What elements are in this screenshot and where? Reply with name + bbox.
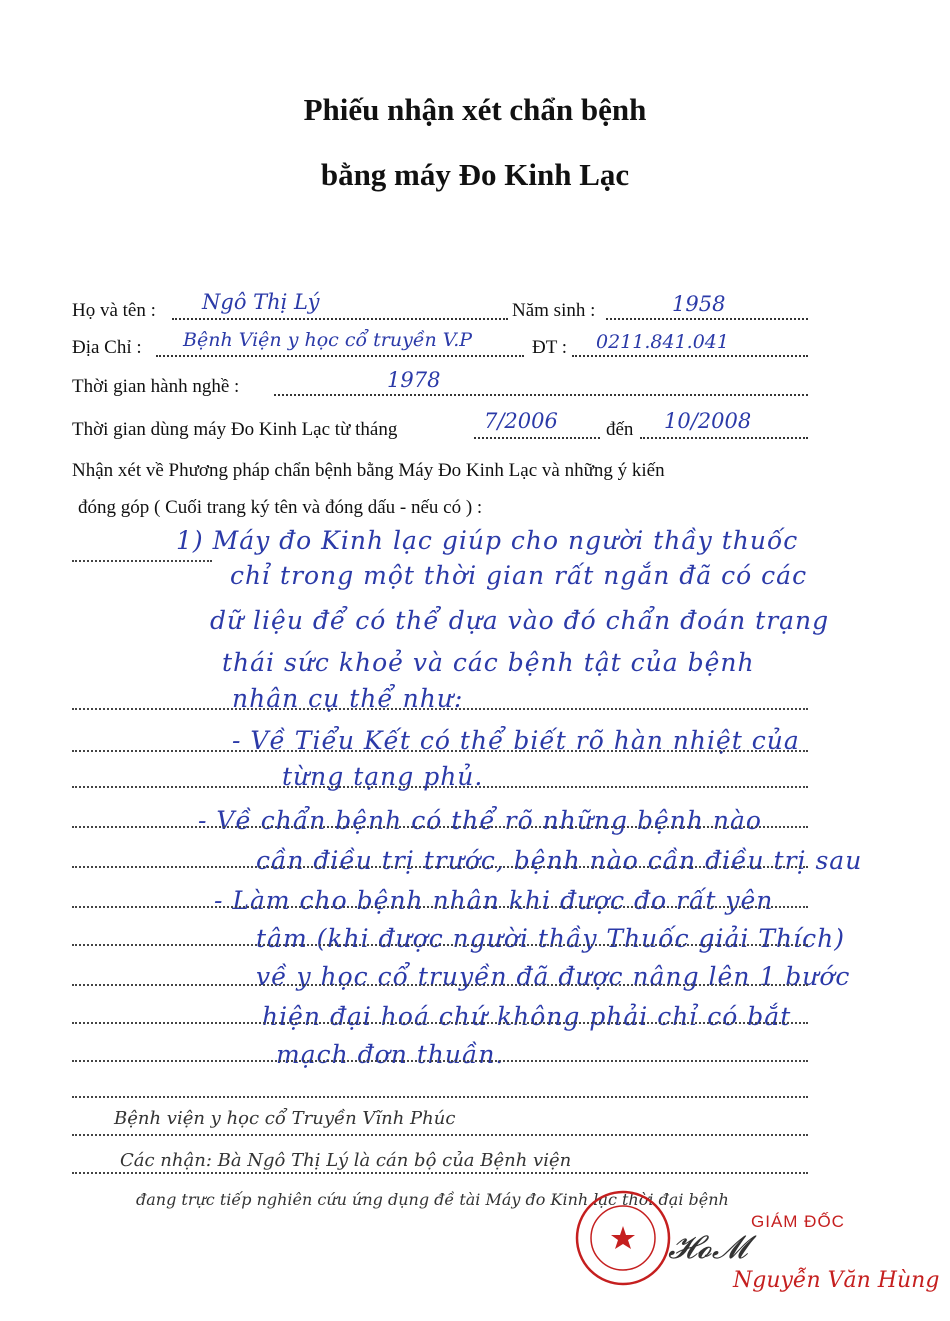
comment-dotted-line: [72, 786, 808, 788]
comment-line: dữ liệu để có thể dựa vào đó chẩn đoán trạng: [210, 606, 830, 635]
comment-dotted-line: [72, 1022, 808, 1024]
document-title-line1: Phiếu nhận xét chẩn bệnh: [303, 92, 647, 127]
comment-line: - Về chẩn bệnh có thể rõ những bệnh nào: [198, 806, 762, 835]
usage-from-dotted-line: [474, 437, 600, 439]
phone-value: 0211.841.041: [596, 331, 729, 353]
birth-row: [512, 300, 595, 322]
name-dotted-line: [172, 318, 508, 320]
usage-label: Thời gian dùng máy Đo Kinh Lạc từ tháng: [72, 419, 398, 440]
comment-line: thái sức khoẻ và các bệnh tật của bệnh: [222, 648, 755, 677]
name-value: Ngô Thị Lý: [202, 290, 320, 314]
hospital-note-line: đang trực tiếp nghiên cứu ứng dụng đề tài Máy đo Kinh lạc thời đại bệnh: [136, 1190, 729, 1209]
comment-line: mạch đơn thuần.: [276, 1040, 505, 1069]
usage-row: [72, 419, 397, 441]
comment-prompt-line1: Nhận xét về Phương pháp chẩn bệnh bằng Máy Đo Kinh Lạc và những ý kiến: [72, 460, 665, 481]
hospital-note-line: Các nhận: Bà Ngô Thị Lý là cán bộ của Bệnh viện: [120, 1150, 572, 1171]
comment-dotted-line: [72, 866, 808, 868]
phone-label: ĐT :: [532, 337, 568, 358]
comment-line: - Về Tiểu Kết có thể biết rõ hàn nhiệt của: [232, 726, 800, 755]
name-label: Họ và tên :: [72, 300, 156, 321]
phone-dotted-line: [572, 355, 808, 357]
usage-to-value: 10/2008: [664, 409, 752, 433]
comment-prompt-line2: đóng góp ( Cuối trang ký tên và đóng dấu - nếu có ) :: [78, 497, 483, 518]
comment-line: từng tạng phủ.: [282, 762, 484, 791]
practice-row: [72, 376, 239, 398]
comment-line: cần điều trị trước, bệnh nào cần điều trị sau: [256, 846, 863, 875]
practice-value: 1978: [387, 368, 441, 392]
practice-dotted-line: [274, 394, 808, 396]
usage-from-value: 7/2006: [484, 409, 558, 433]
usage-to-dotted-line: [640, 437, 808, 439]
comment-line: tâm (khi được người thầy Thuốc giải Thích): [256, 924, 845, 953]
birth-value: 1958: [672, 292, 726, 316]
comment-line: hiện đại hoá chứ không phải chỉ có bắt: [262, 1002, 792, 1031]
address-row: [72, 337, 142, 359]
comment-dotted-line: [72, 708, 808, 710]
comment-dotted-line: [72, 1096, 808, 1098]
comment-dotted-line: [72, 1060, 808, 1062]
comment-dotted-line: [72, 750, 808, 752]
practice-label: Thời gian hành nghề :: [72, 376, 240, 397]
comment-dotted-line: [72, 826, 808, 828]
signature-scribble: 𝓗𝓸𝓜: [668, 1228, 748, 1266]
usage-to-label: đến: [606, 419, 634, 440]
stamp-title: GIÁM ĐỐC: [751, 1212, 845, 1231]
comment-dotted-line: [72, 984, 808, 986]
name-row: [72, 300, 156, 322]
document-title-line2: bằng máy Đo Kinh Lạc: [320, 157, 630, 192]
address-label: Địa Chỉ :: [72, 337, 142, 358]
usage-to-row: [606, 419, 633, 441]
hospital-stamp: [573, 1188, 673, 1288]
comment-dotted-line: [72, 944, 808, 946]
comment-line: chỉ trong một thời gian rất ngắn đã có các: [230, 561, 808, 590]
hospital-dotted-line: [72, 1134, 808, 1136]
address-value: Bệnh Viện y học cổ truyền V.P: [183, 329, 473, 351]
birth-label: Năm sinh :: [512, 300, 596, 321]
hospital-note-line: Bệnh viện y học cổ Truyền Vĩnh Phúc: [114, 1108, 456, 1129]
signer-name: Nguyễn Văn Hùng: [733, 1268, 940, 1293]
phone-row: [532, 337, 567, 359]
comment-line: 1) Máy đo Kinh lạc giúp cho người thầy thuốc: [176, 526, 799, 555]
comment-dotted-line: [72, 906, 808, 908]
comment-line: - Làm cho bệnh nhân khi được đo rất yên: [214, 886, 774, 915]
address-dotted-line: [156, 355, 524, 357]
comment-dotted-line: [72, 560, 212, 562]
comment-line: nhân cụ thể như:: [232, 684, 464, 713]
hospital-dotted-line: [72, 1172, 808, 1174]
birth-dotted-line: [606, 318, 808, 320]
comment-line: về y học cổ truyền đã được nâng lên 1 bước: [256, 962, 851, 991]
